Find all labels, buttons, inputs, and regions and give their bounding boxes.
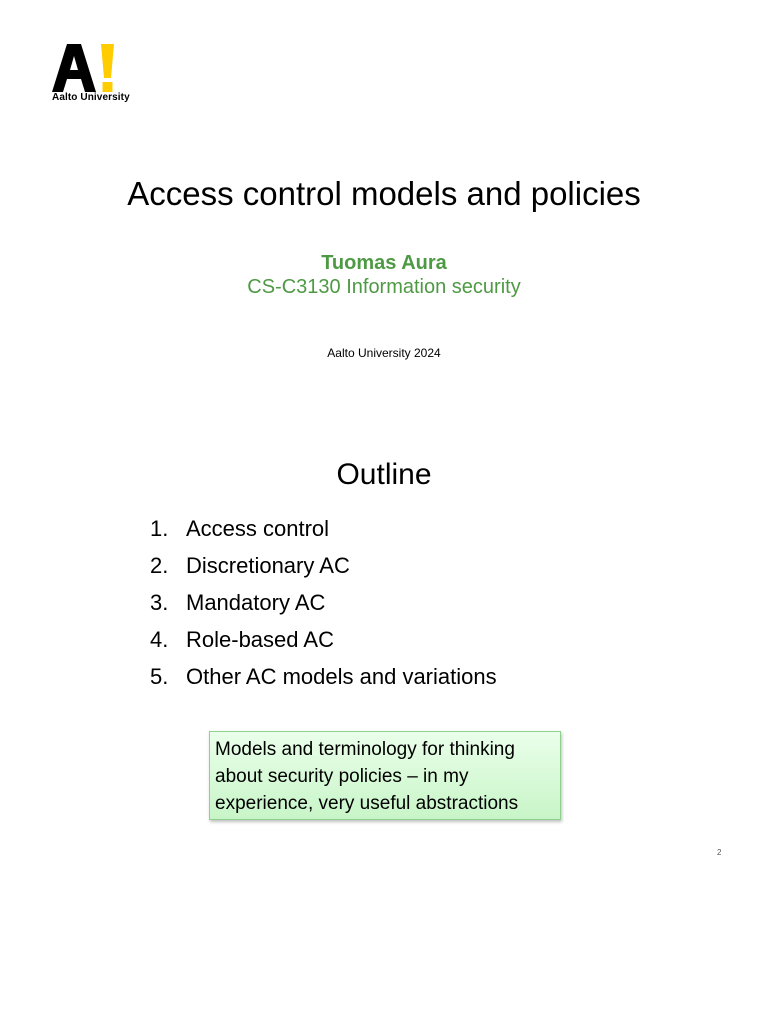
aalto-a-exclamation-icon (52, 42, 122, 94)
list-item (150, 547, 497, 584)
course-name: CS-C3130 Information security (247, 276, 521, 298)
list-item (150, 658, 497, 695)
page-number: 2 (717, 848, 722, 857)
list-item (150, 510, 497, 547)
list-item-number: 5. (150, 664, 169, 689)
outline-heading: Outline (336, 458, 432, 491)
list-item-number: 3. (150, 590, 169, 615)
list-item-label: Access control (186, 516, 330, 541)
list-item-label: Other AC models and variations (186, 664, 497, 689)
list-item (150, 621, 497, 658)
logo-text: Aalto University (52, 92, 130, 103)
list-item-number: 1. (150, 516, 169, 541)
outline-list (150, 510, 497, 695)
author-name: Tuomas Aura (321, 252, 447, 274)
list-item-number: 4. (150, 627, 169, 652)
aalto-logo (44, 34, 144, 110)
callout-box: Models and terminology for thinking about security policies – in my experience, very useful abstractions (209, 731, 561, 820)
slide-title: Access control models and policies (127, 175, 641, 212)
institution-year: Aalto University 2024 (327, 346, 441, 360)
list-item-label: Discretionary AC (186, 553, 350, 578)
list-item (150, 584, 497, 621)
list-item-number: 2. (150, 553, 169, 578)
list-item-label: Role-based AC (186, 627, 334, 652)
list-item-label: Mandatory AC (186, 590, 326, 615)
